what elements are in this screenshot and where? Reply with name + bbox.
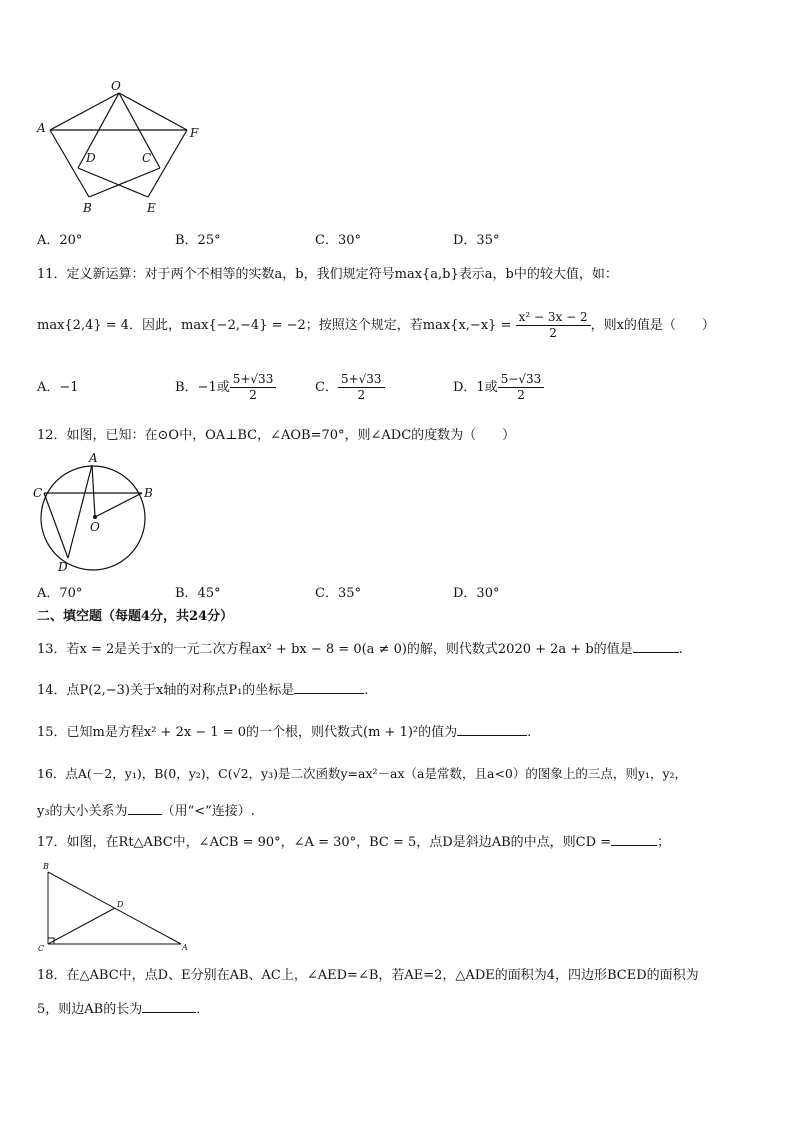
label-D: D <box>117 900 124 909</box>
q11-option-c[interactable] <box>315 368 385 408</box>
q13-text: 13．若x = 2是关于x的一元二次方程ax² + bx − 8 = 0(a ≠ 0)的解，则代数式2020 + 2a + b的值是 <box>37 642 633 657</box>
q11-option-d[interactable] <box>453 368 544 408</box>
q14-end: . <box>364 683 369 698</box>
q13-answer-blank[interactable] <box>633 640 679 653</box>
q11-option-c-num: 5+√33 <box>338 372 385 388</box>
q11-option-c-pre: C． <box>315 380 338 395</box>
figure-q17 <box>36 860 196 956</box>
label-A: A <box>37 121 46 135</box>
label-C: C <box>142 151 152 165</box>
q15-answer-blank[interactable] <box>457 723 527 736</box>
q12-text: 12．如图，已知：在⊙O中，OA⊥BC，∠AOB=70°，则∠ADC的度数为（ ） <box>37 428 516 443</box>
q17-answer-blank[interactable] <box>611 833 657 846</box>
q11-option-b-num: 5+√33 <box>230 372 277 388</box>
q12-option-a[interactable]: A．70° <box>37 586 83 601</box>
q15-line <box>37 723 531 742</box>
q11-option-a[interactable]: A．−1 <box>37 380 79 395</box>
q18-line2-a: 5，则边AB的长为 <box>37 1002 143 1017</box>
q15-end: . <box>527 725 532 740</box>
label-D: D <box>58 560 68 574</box>
q11-option-d-num: 5−√33 <box>498 372 545 388</box>
q12-option-c[interactable]: C．35° <box>315 586 361 601</box>
q16-line2-b: （用“<”连接）. <box>161 804 255 819</box>
q11-option-c-den: 2 <box>357 388 366 402</box>
label-B: B <box>144 486 153 500</box>
label-C: C <box>33 486 43 500</box>
q11-fraction-den: 2 <box>549 326 557 340</box>
q17-end: ； <box>657 835 671 850</box>
q10-option-c[interactable]: C．30° <box>315 233 361 248</box>
q11-line2 <box>37 306 715 346</box>
q13-end: . <box>678 642 683 657</box>
label-E: E <box>147 201 156 215</box>
label-O: O <box>90 520 100 534</box>
label-A: A <box>182 943 188 952</box>
q10-option-b[interactable]: B．25° <box>175 233 221 248</box>
section-title: 二、填空题（每题4分，共24分） <box>37 609 234 624</box>
q14-line <box>37 681 368 700</box>
q16-line2-a: y₃的大小关系为 <box>37 804 128 819</box>
q11-options <box>37 368 757 408</box>
q11-fraction <box>516 310 591 341</box>
q11-option-d-frac <box>498 372 545 403</box>
q16-answer-blank[interactable] <box>128 802 162 815</box>
label-O: O <box>111 79 121 93</box>
q10-option-a[interactable]: A．20° <box>37 233 83 248</box>
q13-line <box>37 640 683 659</box>
q16-line2 <box>37 802 255 821</box>
q16-line1: 16．点A(－2，y₁)，B(0，y₂)，C(√2，y₃)是二次函数y=ax²－ax（a是常数，且a<0）的图象上的三点，则y₁，y₂， <box>37 766 688 781</box>
q11-option-c-frac <box>338 372 385 403</box>
label-A: A <box>89 451 98 465</box>
q11-option-d-den: 2 <box>517 388 525 402</box>
q17-text: 17．如图，在Rt△ABC中，∠ACB = 90°，∠A = 30°，BC = 5，点D是斜边AB的中点，则CD = <box>37 835 612 850</box>
q18-line2-b: ． <box>196 1002 210 1017</box>
figure-q12 <box>30 450 160 578</box>
q15-text: 15．已知m是方程x² + 2x − 1 = 0的一个根，则代数式(m + 1)²的值为 <box>37 725 458 740</box>
q11-option-b-frac <box>230 372 277 403</box>
figure-q10 <box>30 78 210 218</box>
q11-option-b-pre: B．−1或 <box>175 380 230 395</box>
label-F: F <box>190 126 199 140</box>
label-D: D <box>86 151 96 165</box>
q11-option-b[interactable] <box>175 368 276 408</box>
q11-line1: 11．定义新运算：对于两个不相等的实数a，b，我们规定符号max{a,b}表示a，b中的较大值，如： <box>37 267 618 282</box>
q14-answer-blank[interactable] <box>294 681 364 694</box>
q11-fraction-num: x² − 3x − 2 <box>516 310 591 326</box>
q14-text: 14．点P(2,−3)关于x轴的对称点P₁的坐标是 <box>37 683 295 698</box>
q12-options <box>37 582 757 602</box>
q10-options <box>37 229 757 249</box>
label-B: B <box>83 201 92 215</box>
q10-option-d[interactable]: D．35° <box>453 233 500 248</box>
q11-line2-a: max{2,4} = 4．因此，max{−2,−4} = −2；按照这个规定，若max{x,−x} = <box>37 318 512 333</box>
q11-option-d-pre: D．1或 <box>453 380 498 395</box>
q17-line <box>37 833 670 852</box>
q11-line2-b: ，则x的值是（ ） <box>590 318 715 333</box>
q18-answer-blank[interactable] <box>142 1000 196 1013</box>
q12-option-d[interactable]: D．30° <box>453 586 500 601</box>
label-B: B <box>43 862 49 871</box>
q18-line1: 18．在△ABC中，点D、E分别在AB、AC上，∠AED=∠B，若AE=2，△ADE的面积为4，四边形BCED的面积为 <box>37 968 699 983</box>
q11-option-b-den: 2 <box>249 388 257 402</box>
label-C: C <box>38 944 45 953</box>
q18-line2 <box>37 1000 209 1019</box>
q12-option-b[interactable]: B．45° <box>175 586 221 601</box>
